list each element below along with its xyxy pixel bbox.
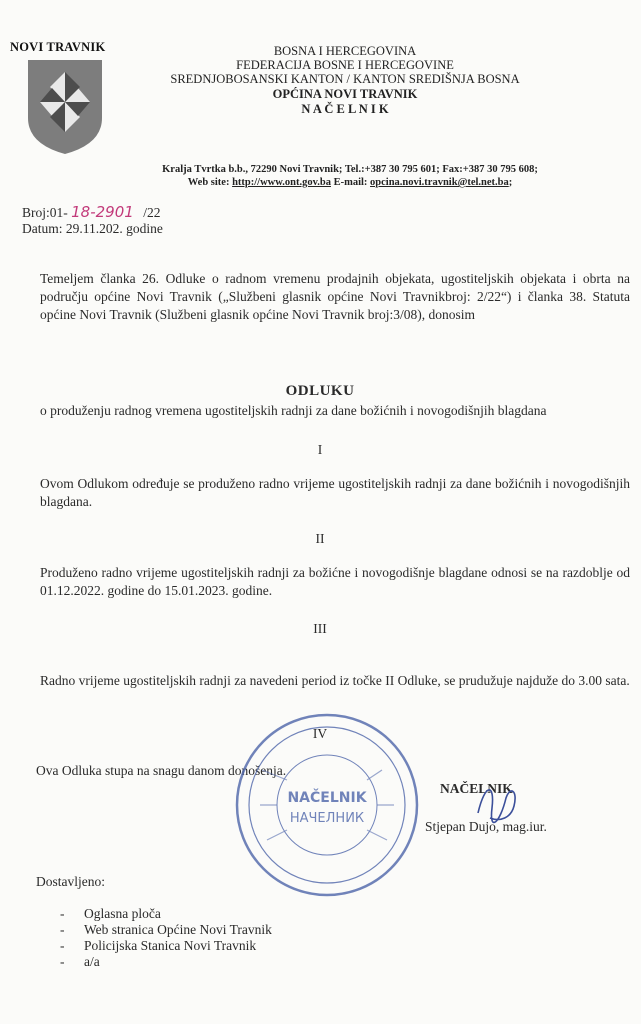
- list-item: - a/a: [60, 954, 100, 969]
- email-end: ;: [508, 177, 513, 188]
- coat-of-arms-logo: [26, 58, 104, 156]
- section-text: Ova Odluka stupa na snagu danom donošenja.: [36, 763, 287, 778]
- email-link[interactable]: opcina.novi.travnik@tel.net.ba: [370, 177, 509, 188]
- section-number: II: [315, 531, 325, 546]
- section-number: IV: [312, 726, 328, 741]
- list-item: - Oglasna ploča: [60, 906, 161, 921]
- section-number: III: [313, 621, 327, 636]
- distribution-list: [60, 906, 272, 970]
- municipality-label: NOVI TRAVNIK: [10, 40, 106, 54]
- list-item: - Policijska Stanica Novi Travnik: [60, 938, 257, 953]
- signatory-name: Stjepan Dujo, mag.iur.: [425, 819, 547, 834]
- stamp-word-latin: NAČELNIK: [287, 790, 367, 806]
- distribution-label: Dostavljeno:: [36, 874, 105, 889]
- header-federation: FEDERACIJA BOSNE I HERCEGOVINE: [236, 58, 454, 72]
- email-label: E-mail:: [330, 177, 371, 188]
- broj-prefix: Broj:01-: [22, 205, 68, 220]
- stamp-word-cyrillic: НАЧЕЛНИК: [289, 811, 365, 826]
- section-text: Produženo radno vrijeme ugostiteljskih radnji za božićne i novogodišnje blagdane odnosi se na razdoblje od 01.12.2022. godine do 15.01.2023. godine.: [40, 565, 630, 598]
- broj-handwritten: 18-2901: [71, 203, 134, 221]
- preamble: Temeljem članka 26. Odluke o radnom vremenu prodajnih objekata, ugostiteljskih objekata i obrta na području općine Novi Travnik („Službeni glasnik općine Novi Travnikbroj: 2/22“) i članka 38. Statuta općine Novi Travnik (Službeni glasnik općine Novi Travnik broj:3/08), donosim: [40, 271, 630, 322]
- web-link[interactable]: http://www.ont.gov.ba: [232, 177, 331, 188]
- header-canton: SREDNJOBOSANSKI KANTON / KANTON SREDIŠNJA BOSNA: [170, 72, 520, 86]
- section-number: I: [317, 442, 323, 457]
- list-item: - Web stranica Općine Novi Travnik: [60, 922, 272, 937]
- web-label: Web site:: [187, 177, 233, 188]
- reference-date: Datum: 29.11.202. godine: [22, 221, 163, 236]
- section-text: Radno vrijeme ugostiteljskih radnji za navedeni period iz točke II Odluke, se prudužuje najduže do 3.00 sata.: [40, 673, 630, 688]
- contact-address: Kralja Tvrtka b.b., 72290 Novi Travnik; Tel.:+387 30 795 601; Fax:+387 30 795 608;: [162, 164, 538, 175]
- broj-suffix: /22: [143, 205, 161, 220]
- contact-web-email: [60, 176, 640, 189]
- header-country: BOSNA I HERCEGOVINA: [273, 44, 417, 58]
- document-title: ODLUKU: [285, 383, 355, 399]
- header-municipality: OPĆINA NOVI TRAVNIK: [272, 87, 418, 101]
- signature-title: NAČELNIK: [440, 781, 513, 796]
- header-office: N A Č E L N I K: [301, 102, 389, 116]
- document-subtitle: o produženju radnog vremena ugostiteljskih radnji za dane božićnih i novogodišnjih blagdana: [40, 403, 547, 418]
- section-text: Ovom Odlukom određuje se produženo radno vrijeme ugostiteljskih radnji za dane božićnih i novogodišnjih blagdana.: [40, 476, 630, 509]
- official-stamp: [232, 710, 422, 900]
